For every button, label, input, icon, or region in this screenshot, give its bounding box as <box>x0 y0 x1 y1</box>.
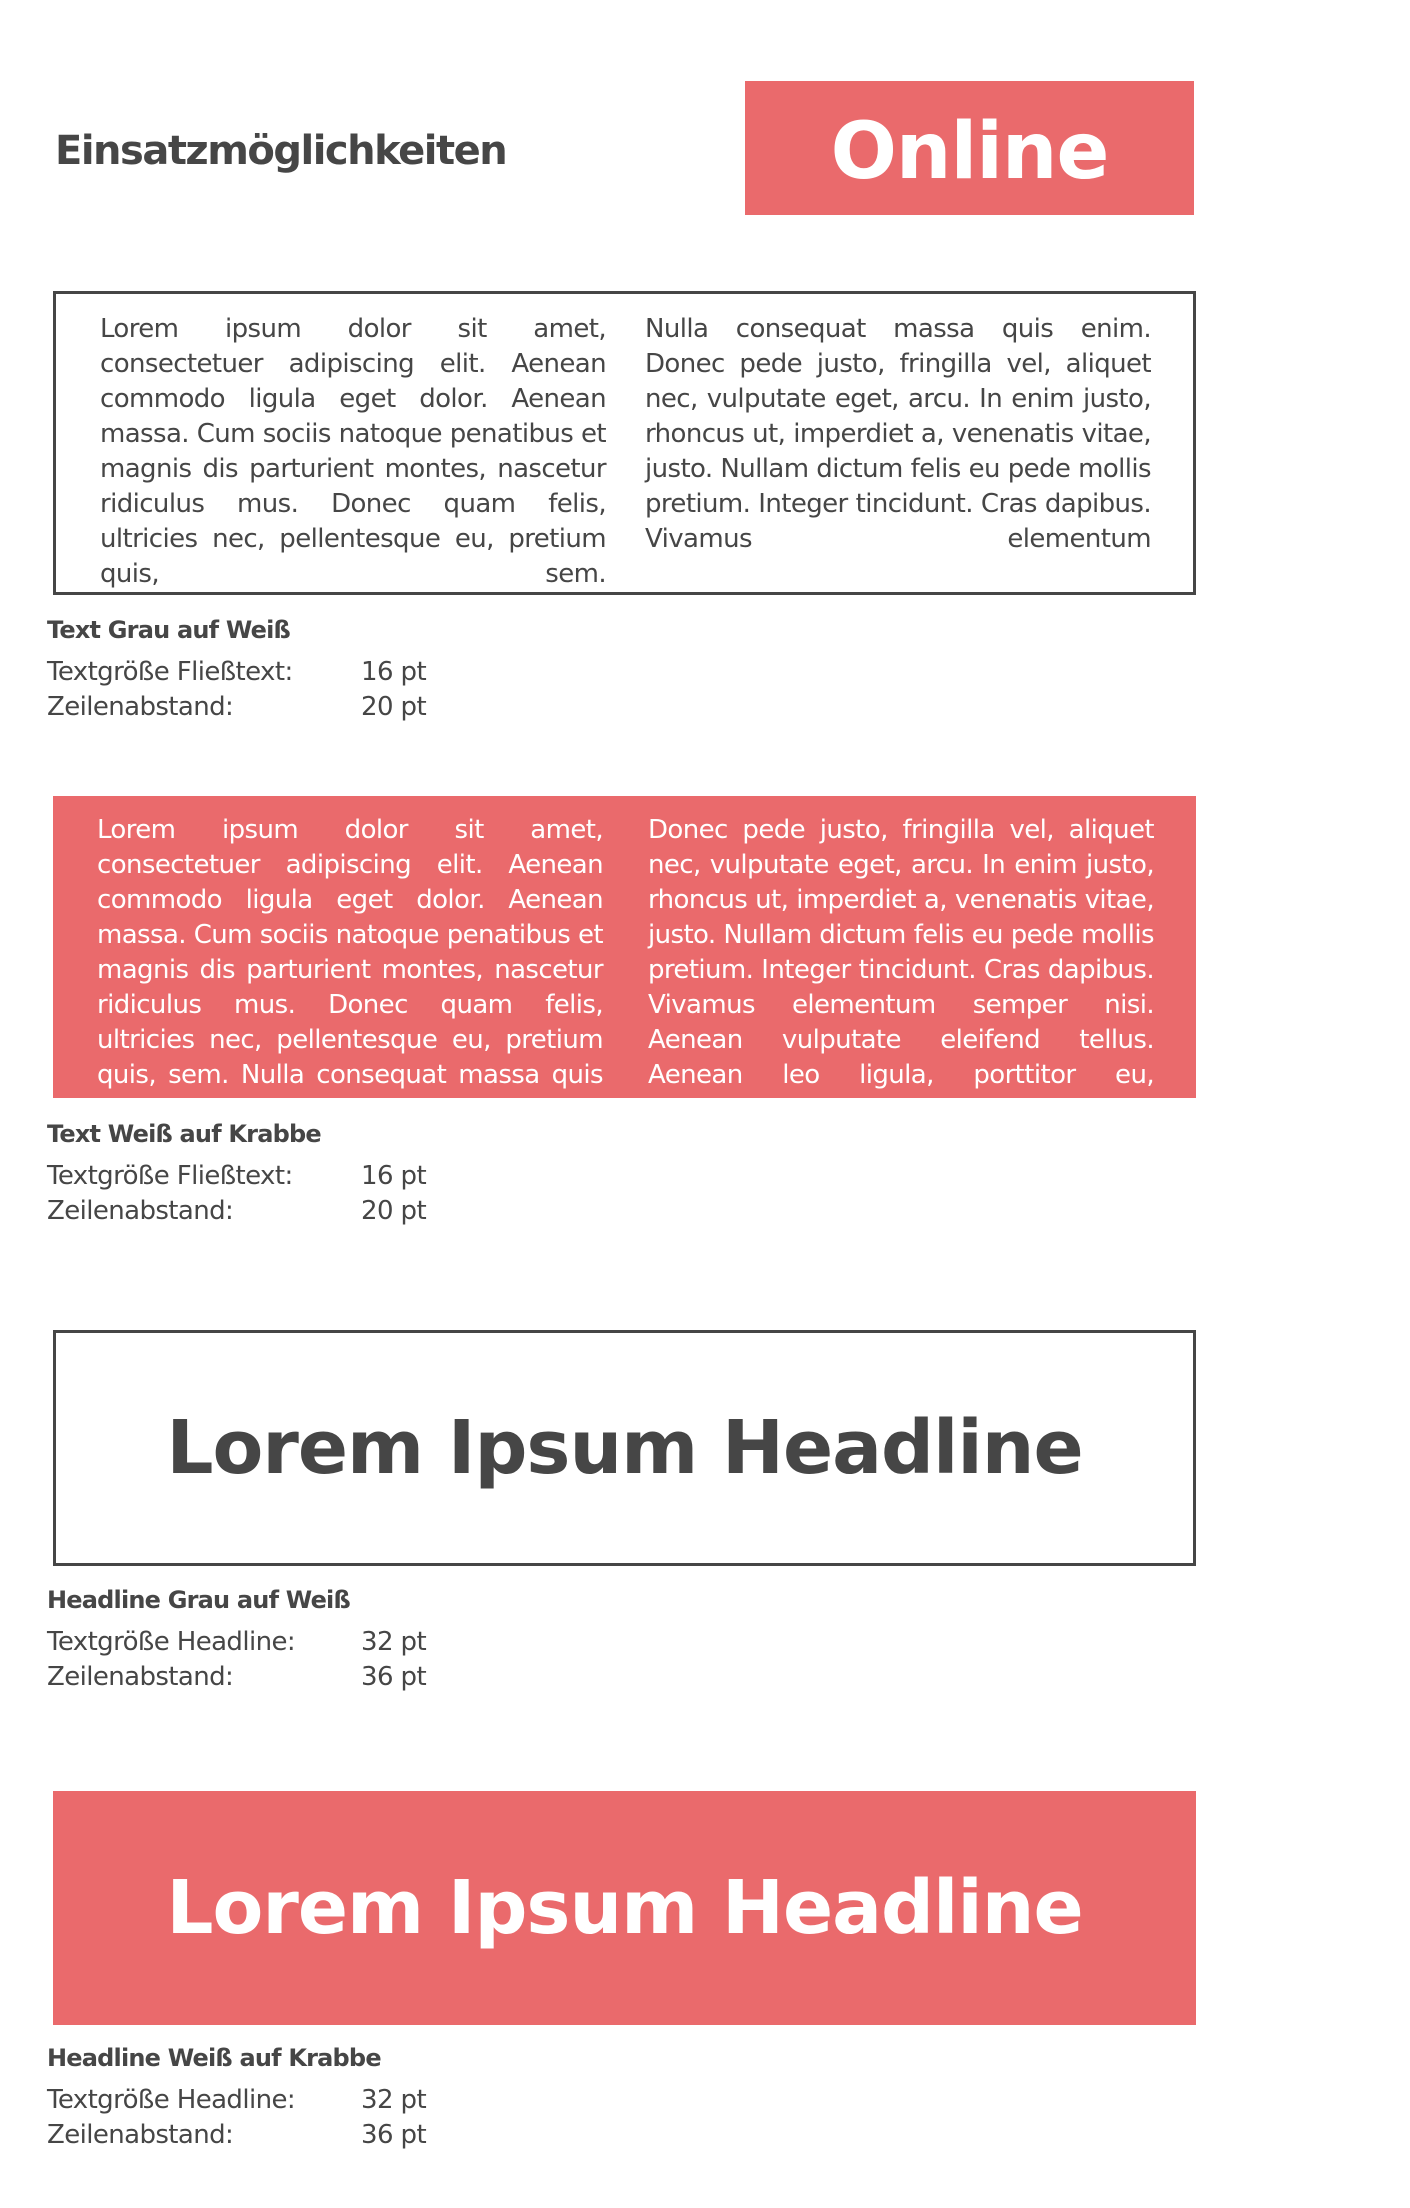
text-column-right: Donec pede justo, fringilla vel, aliquet nec, vulputate eget, arcu. In enim justo, rhoncus ut, imperdiet a, venenatis vitae, justo. Nullam dictum felis eu pede mollis pretium. Integer tincidunt. Cras dapibus. Vivamus elementum semper nisi. Aenean vulputate eleifend tellus. Aenean leo ligula, porttitor eu, consequat <box>648 815 1154 1125</box>
text-column-right: Nulla consequat massa quis enim. Donec pede justo, fringilla vel, aliquet nec, vulputate eget, arcu. In enim justo, rhoncus ut, imperdiet a, venenatis vitae, justo. Nullam dictum felis eu pede mollis pretium. Integer tincidunt. Cras dapibus. Vivamus elementum <box>645 314 1151 554</box>
spec-value: 36 pt <box>361 2120 427 2150</box>
online-badge <box>745 81 1194 215</box>
spec-row-size <box>47 655 426 690</box>
spec-row-size <box>47 1625 426 1660</box>
spec-value: 32 pt <box>361 2085 427 2115</box>
headline-sample-gray-on-white <box>53 1330 1196 1566</box>
spec-label: Zeilenabstand: <box>47 1662 234 1692</box>
spec-list <box>47 2083 426 2153</box>
online-badge-label: Online <box>830 107 1109 197</box>
text-column-left: Lorem ipsum dolor sit amet, consectetuer adipiscing elit. Aenean commodo ligula eget dolor. Aenean massa. Cum sociis natoque penatibus et magnis dis parturient montes, nascetur ridiculus mus. Donec quam felis, ultricies nec, pellentesque eu, pretium quis, sem. <box>100 314 606 589</box>
spec-list <box>47 655 426 725</box>
text-sample-white-on-crab <box>53 796 1196 1125</box>
headline-text: Lorem Ipsum Headline <box>166 1865 1083 1951</box>
spec-value: 16 pt <box>361 1161 427 1191</box>
spec-label: Zeilenabstand: <box>47 692 234 722</box>
page-title: Einsatzmöglichkeiten <box>55 128 507 174</box>
caption-title: Headline Weiß auf Krabbe <box>47 2044 381 2072</box>
caption-title: Text Grau auf Weiß <box>47 616 291 644</box>
spec-label: Textgröße Headline: <box>47 2085 296 2115</box>
spec-row-size <box>47 2083 426 2118</box>
spec-label: Zeilenabstand: <box>47 1196 234 1226</box>
spec-value: 16 pt <box>361 657 427 687</box>
spec-label: Textgröße Headline: <box>47 1627 296 1657</box>
spec-row-leading <box>47 1194 426 1229</box>
spec-value: 20 pt <box>361 1196 427 1226</box>
caption-title: Text Weiß auf Krabbe <box>47 1120 321 1148</box>
spec-row-leading <box>47 2118 426 2153</box>
spec-list <box>47 1159 426 1229</box>
spec-label: Zeilenabstand: <box>47 2120 234 2150</box>
text-column-left: Lorem ipsum dolor sit amet, consectetuer adipiscing elit. Aenean commodo ligula eget dolor. Aenean massa. Cum sociis natoque penatibus et magnis dis parturient montes, nascetur ridiculus mus. Donec quam felis, ultricies nec, pellentesque eu, pretium quis, sem. Nulla consequat massa quis enim. <box>97 815 603 1125</box>
spec-row-leading <box>47 690 426 725</box>
spec-value: 36 pt <box>361 1662 427 1692</box>
headline-text: Lorem Ipsum Headline <box>166 1405 1083 1491</box>
spec-value: 32 pt <box>361 1627 427 1657</box>
caption-title: Headline Grau auf Weiß <box>47 1586 350 1614</box>
headline-sample-white-on-crab <box>53 1791 1196 2025</box>
spec-row-leading <box>47 1660 426 1695</box>
spec-value: 20 pt <box>361 692 427 722</box>
spec-row-size <box>47 1159 426 1194</box>
text-sample-gray-on-white <box>53 291 1196 595</box>
spec-list <box>47 1625 426 1695</box>
spec-label: Textgröße Fließtext: <box>47 657 293 687</box>
spec-label: Textgröße Fließtext: <box>47 1161 293 1191</box>
